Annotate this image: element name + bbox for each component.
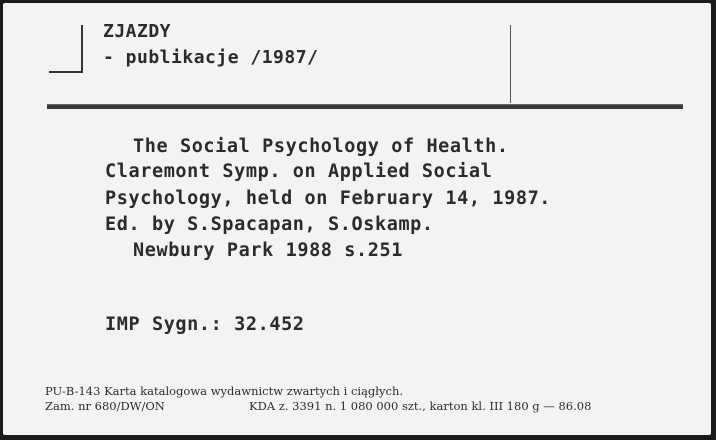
entry-line: Ed. by S.Spacapan, S.Oskamp. [105, 214, 434, 235]
entry-line: Claremont Symp. on Applied Social [105, 161, 493, 182]
card-heading: ZJAZDY [103, 21, 172, 42]
form-footer-line: PU-B-143 Karta katalogowa wydawnictw zwartych i ciągłych. [45, 384, 404, 398]
call-number: IMP Sygn.: 32.452 [105, 314, 305, 335]
card-subheading: - publikacje /1987/ [103, 47, 319, 68]
header-divider-line [510, 25, 511, 103]
entry-line: Newbury Park 1988 s.251 [133, 240, 403, 261]
entry-line: The Social Psychology of Health. [133, 136, 509, 157]
catalog-card [3, 3, 711, 435]
corner-bracket-vertical [81, 25, 83, 73]
form-order-number: Zam. nr 680/DW/ON [45, 399, 165, 413]
form-print-info: KDA z. 3391 n. 1 080 000 szt., karton kl. III 180 g — 86.08 [249, 399, 592, 413]
entry-line: Psychology, held on February 14, 1987. [105, 188, 552, 209]
corner-bracket-horizontal [49, 71, 83, 73]
header-rule [47, 104, 683, 109]
